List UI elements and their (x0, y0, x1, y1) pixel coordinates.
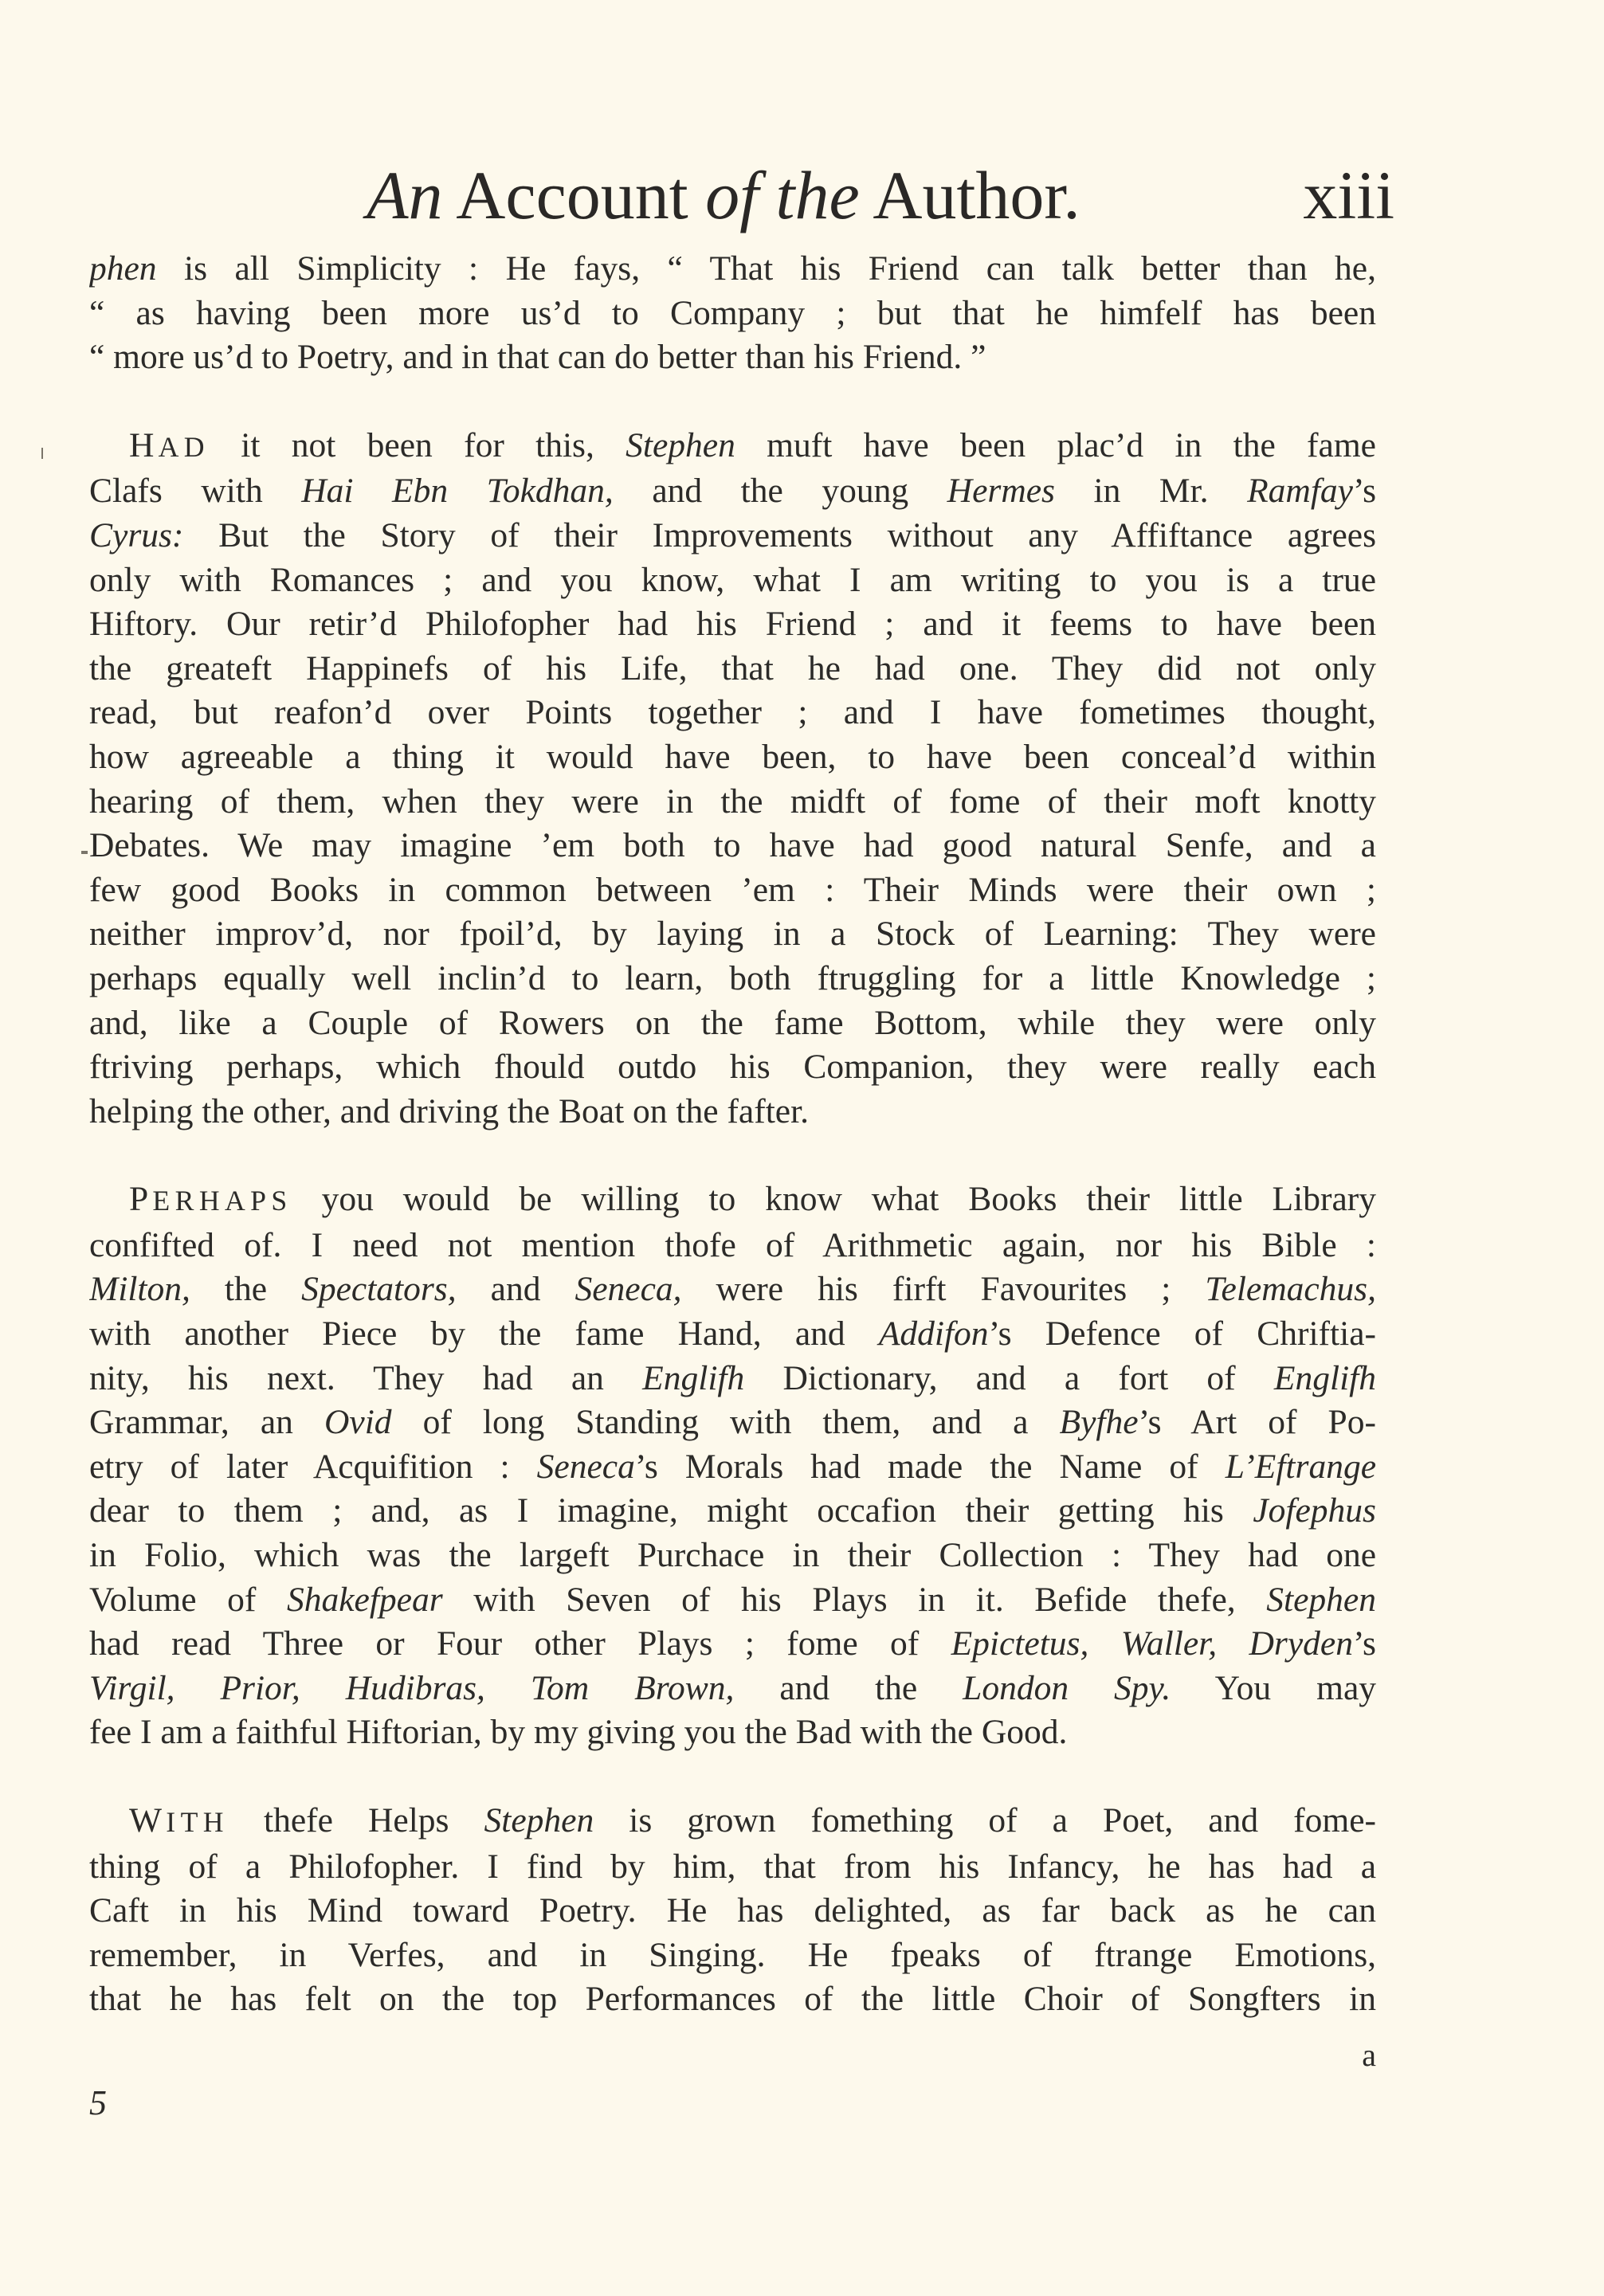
italic-text: L’Eftrange (1225, 1447, 1376, 1486)
italic-text: Englifh (1273, 1358, 1376, 1397)
body-text (89, 247, 1376, 2022)
text-run: helping the other, and driving the Boat on the fafter. (89, 1091, 810, 1130)
text-run: fee I am a faithful Hiftorian, by my giving you the Bad with the Good. (89, 1713, 1068, 1752)
text-run: ’s (1352, 472, 1376, 511)
text-run: thing of a Philofopher. I find by him, that from his Infancy, he has had a (89, 1847, 1376, 1886)
text-run: and (456, 1270, 575, 1309)
text-line (89, 868, 1376, 913)
italic-text: Stephen (1266, 1580, 1376, 1619)
text-line (89, 514, 1376, 558)
text-line (89, 1090, 1376, 1134)
running-title-of-the: of the (705, 157, 860, 233)
text-line (89, 1889, 1376, 1934)
italic-text: Seneca, (575, 1270, 682, 1309)
page-number: xiii (1303, 157, 1394, 233)
text-line (89, 824, 1376, 868)
text-run: only with Romances ; and you know, what I am writing to you is a true (89, 560, 1376, 599)
text-line (89, 780, 1376, 825)
text-line (89, 1710, 1376, 1755)
italic-text: Hai Ebn Tokdhan, (301, 472, 614, 511)
text-line (89, 602, 1376, 647)
text-line (89, 1799, 1376, 1845)
text-run: the (190, 1270, 302, 1309)
text-run: neither improv’d, nor fpoil’d, by laying in a Stock of Learning: They were (89, 915, 1376, 954)
text-run: were his firft Favourites ; (681, 1270, 1206, 1309)
italic-text: Englifh (642, 1358, 745, 1397)
text-line (89, 1445, 1376, 1490)
text-run: You may (1171, 1668, 1376, 1707)
running-header (367, 155, 1394, 243)
text-run: muft have been plac’d in the fame (735, 425, 1376, 464)
catchword: a (1362, 2037, 1376, 2073)
text-run: how agreeable a thing it would have been, to have been conceal’d within (89, 737, 1376, 776)
text-line (89, 1357, 1376, 1401)
margin-mark (81, 851, 88, 854)
text-run: you would be willing to know what Books their little Library (292, 1180, 1376, 1219)
text-run: thefe Helps (228, 1801, 484, 1840)
text-run: it not been for this, (209, 425, 626, 464)
italic-text: Stephen (626, 425, 735, 464)
text-run: Volume of (89, 1580, 287, 1619)
text-run: and, like a Couple of Rowers on the fame Bottom, while they were only (89, 1003, 1376, 1042)
text-run: “ more us’d to Poetry, and in that can do better than his Friend. ” (89, 338, 986, 377)
text-run: ’s Art of Po- (1138, 1403, 1376, 1442)
paragraph (89, 1177, 1376, 1755)
text-line (89, 1001, 1376, 1046)
text-run: Caft in his Mind toward Poetry. He has delighted, as far back as he can (89, 1891, 1376, 1930)
text-run: ’s (1352, 1624, 1376, 1663)
text-run: remember, in Verfes, and in Singing. He fpeaks of ftrange Emotions, (89, 1935, 1376, 1974)
paragraph (89, 247, 1376, 380)
text-run: “ as having been more us’d to Company ; but that he himfelf has been (89, 293, 1376, 332)
text-run: etry of later Acquifition : (89, 1447, 537, 1486)
text-line (89, 1268, 1376, 1312)
text-run: Dictionary, and a fort of (744, 1358, 1274, 1397)
text-run: ’s Defence of Chriftia- (988, 1315, 1376, 1354)
text-run: few good Books in common between ’em : Their Minds were their own ; (89, 870, 1376, 909)
italic-text: Jofephus (1253, 1491, 1376, 1530)
italic-text: Ramfay (1247, 472, 1353, 511)
italic-text: Byfhe (1059, 1403, 1139, 1442)
text-run: hearing of them, when they were in the midft of fome of their moft knotty (89, 782, 1376, 821)
small-caps-text: W (129, 1801, 167, 1840)
text-line (89, 292, 1376, 336)
text-run: Clafs with (89, 472, 302, 511)
italic-text: Shakefpear (286, 1580, 443, 1619)
text-run: is all Simplicity : He fays, “ That his Friend can talk better than he, (156, 249, 1376, 288)
text-run: with Seven of his Plays in it. Befide thefe, (442, 1580, 1267, 1619)
paragraph (89, 1799, 1376, 2022)
text-run: nity, his next. They had an (89, 1358, 643, 1397)
italic-text: Stephen (484, 1801, 594, 1840)
text-run: dear to them ; and, as I imagine, might occafion their getting his (89, 1491, 1253, 1530)
text-line (89, 1578, 1376, 1623)
text-line (89, 424, 1376, 470)
text-line (89, 1489, 1376, 1534)
running-title-an: An (367, 157, 443, 233)
text-run: and the (734, 1668, 963, 1707)
text-run: of long Standing with them, and a (391, 1403, 1060, 1442)
italic-text: Cyrus: (89, 515, 184, 554)
text-run: that he has felt on the top Performances of the little Choir of Songfters in (89, 1980, 1376, 2019)
text-line (89, 647, 1376, 692)
margin-mark (41, 448, 43, 459)
italic-text: Seneca (536, 1447, 635, 1486)
small-caps-text: ITH (166, 1806, 229, 1838)
text-run: is grown fomething of a Poet, and fome- (594, 1801, 1376, 1840)
italic-text: Hermes (947, 472, 1055, 511)
text-line (89, 558, 1376, 603)
paragraph (89, 424, 1376, 1134)
signature-mark: 5 (89, 2083, 107, 2122)
text-line (89, 1622, 1376, 1667)
text-line (89, 335, 1376, 380)
italic-text: Addifon (878, 1315, 989, 1354)
text-line (89, 691, 1376, 735)
text-run: ’s Morals had made the Name of (634, 1447, 1226, 1486)
small-caps-text: H (129, 425, 159, 464)
italic-text: London Spy. (963, 1668, 1171, 1707)
italic-text: Virgil, Prior, Hudibras, Tom Brown, (89, 1668, 735, 1707)
text-run: ftriving perhaps, which fhould outdo his Companion, they were really each (89, 1048, 1376, 1087)
running-title (367, 155, 1080, 235)
text-run: with another Piece by the fame Hand, and (89, 1315, 879, 1354)
text-line (89, 1934, 1376, 1978)
italic-text: Spectators, (301, 1270, 457, 1309)
text-line (89, 1177, 1376, 1224)
text-line (89, 1224, 1376, 1268)
text-run: the greateft Happinefs of his Life, that he had one. They did not only (89, 648, 1376, 688)
text-run: Grammar, an (89, 1403, 324, 1442)
italic-text: Milton, (89, 1270, 190, 1309)
small-caps-text: AD (158, 430, 210, 463)
small-caps-text: P (129, 1180, 153, 1219)
text-run: had read Three or Four other Plays ; fome of (89, 1624, 951, 1663)
text-line (89, 247, 1376, 292)
small-caps-text: ERHAPS (152, 1185, 292, 1217)
text-run: confifted of. I need not mention thofe of Arithmetic again, nor his Bible : (89, 1225, 1376, 1264)
text-run: Debates. We may imagine ’em both to have had good natural Senfe, and a (89, 826, 1376, 865)
italic-text: phen (89, 249, 157, 288)
text-run: in Folio, which was the largeft Purchace in their Collection : They had one (89, 1536, 1376, 1575)
italic-text: Epictetus, Waller, Dryden (951, 1624, 1353, 1663)
text-run: But the Story of their Improvements without any Affiftance agrees (183, 515, 1376, 554)
text-line (89, 1312, 1376, 1357)
text-line (89, 1045, 1376, 1090)
text-line (89, 1977, 1376, 2022)
text-line (89, 1401, 1376, 1445)
text-run: in Mr. (1054, 472, 1248, 511)
text-line (89, 1845, 1376, 1890)
text-run: perhaps equally well inclin’d to learn, both ftruggling for a little Knowledge ; (89, 958, 1376, 997)
text-run: Hiftory. Our retir’d Philofopher had his Friend ; and it feems to have been (89, 605, 1376, 644)
running-title-author: Author. (859, 157, 1080, 233)
text-run: and the young (613, 472, 947, 511)
text-line (89, 1667, 1376, 1711)
italic-text: Telemachus, (1205, 1270, 1376, 1309)
text-line (89, 735, 1376, 780)
running-title-account: Account (442, 157, 706, 233)
text-run: read, but reafon’d over Points together ; and I have fometimes thought, (89, 693, 1376, 732)
text-line (89, 469, 1376, 514)
text-line (89, 1534, 1376, 1578)
italic-text: Ovid (324, 1403, 392, 1442)
text-line (89, 957, 1376, 1001)
text-line (89, 912, 1376, 957)
